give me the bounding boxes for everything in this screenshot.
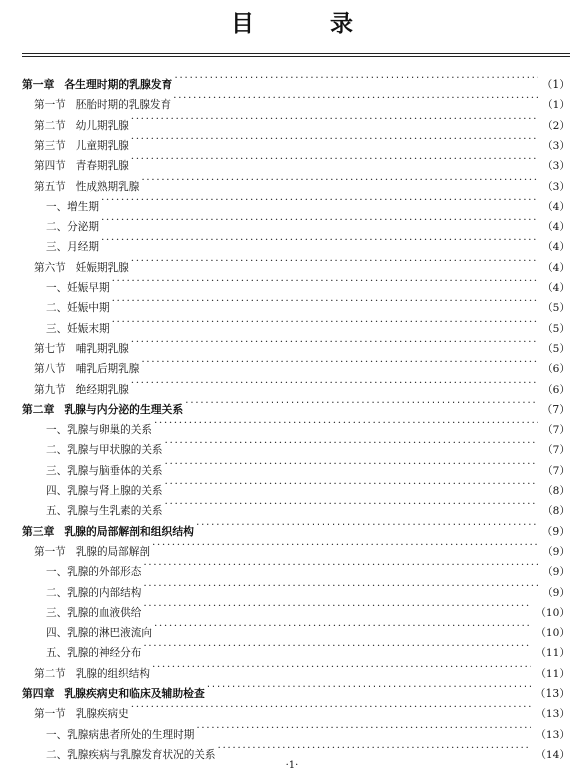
toc-section-row [34, 170, 570, 193]
toc-page-number: （5） [542, 302, 570, 315]
toc-entry-title: 乳腺疾病史和临床及辅助检查 [64, 687, 205, 700]
toc-page-number: （10） [535, 606, 570, 619]
toc-dot-leader [196, 515, 538, 535]
toc-entry-number: 第三节 [34, 139, 66, 152]
toc-page-number: （4） [542, 241, 570, 254]
toc-entry-title: 三、乳腺的血液供给 [46, 606, 142, 619]
toc-page-number: （9） [542, 545, 570, 558]
toc-entry-title: 二、乳腺的内部结构 [46, 586, 142, 599]
page-title: 目 录 [230, 10, 387, 37]
toc-entry-title: 乳腺的局部解剖 [75, 545, 150, 558]
toc-entry-title: 三、月经期 [46, 241, 99, 254]
toc-entry-title: 五、乳腺的神经分布 [46, 647, 142, 660]
toc-page-number: （11） [535, 647, 570, 660]
toc-section-row [34, 352, 570, 376]
toc-subsection-row [46, 718, 570, 741]
toc-section-row [34, 657, 570, 680]
toc-entry-title: 青春期乳腺 [75, 160, 129, 173]
toc-entry-number: 第二章 [22, 402, 55, 416]
toc-page-number: （7） [541, 402, 570, 416]
toc-entry-title: 一、乳腺的外部形态 [46, 566, 142, 579]
toc-dot-leader [143, 576, 538, 596]
page-number: ·1· [285, 760, 299, 771]
toc-entry-number: 第九节 [34, 383, 66, 396]
toc-dot-leader [112, 312, 539, 332]
toc-subsection-row [46, 738, 570, 761]
toc-subsection-row [46, 433, 570, 457]
toc-dot-leader [165, 494, 539, 514]
toc-entry-number: 第一节 [34, 708, 66, 721]
toc-entry-title: 哺乳期乳腺 [75, 342, 129, 355]
toc-page-number: （5） [542, 322, 570, 335]
toc-dot-leader [196, 718, 531, 738]
toc-page-number: （9） [542, 566, 570, 579]
toc-section-row [34, 535, 570, 558]
toc-entry-title: 乳腺的局部解剖和组织结构 [64, 524, 194, 538]
toc-page-number: （6） [542, 363, 570, 376]
toc-dot-leader [154, 616, 531, 636]
top-rule [22, 53, 570, 54]
toc-page-number: （13） [534, 687, 570, 700]
toc-entry-number: 第一章 [22, 78, 55, 91]
toc-entry-title: 三、妊娠末期 [46, 322, 110, 335]
toc-entry-title: 胚胎时期的乳腺发育 [75, 99, 172, 112]
toc-entry-title: 乳腺与内分泌的生理关系 [64, 402, 184, 416]
toc-dot-leader [165, 433, 539, 453]
toc-entry-title: 二、分泌期 [46, 221, 99, 234]
toc-dot-leader [131, 129, 538, 149]
toc-page-number: （13） [535, 728, 570, 741]
toc-entry-title: 妊娠期乳腺 [75, 261, 129, 274]
toc-subsection-row [46, 474, 570, 497]
toc-dot-leader [131, 251, 538, 271]
toc-entry-number: 第六节 [34, 261, 66, 274]
toc-dot-leader [131, 109, 538, 129]
toc-subsection-row [46, 413, 570, 437]
toc-dot-leader [143, 636, 531, 656]
toc-dot-leader [112, 291, 539, 311]
toc-dot-leader [141, 170, 538, 190]
toc-section-row [34, 88, 570, 112]
toc-entry-title: 乳腺疾病史 [75, 708, 129, 721]
toc-subsection-row [46, 291, 570, 315]
toc-page-number: （9） [541, 524, 570, 538]
toc-section-row [34, 373, 570, 396]
toc-chapter-row [22, 515, 570, 538]
toc-chapter-row [22, 68, 570, 91]
toc-entry-title: 四、乳腺与肾上腺的关系 [46, 485, 163, 497]
toc-dot-leader [131, 332, 538, 352]
toc-page-number: （7） [542, 444, 570, 457]
toc-dot-leader [143, 596, 531, 616]
toc-page-number: （8） [542, 485, 570, 497]
toc-page-number: （14） [535, 748, 570, 761]
toc-dot-leader [218, 738, 532, 758]
toc-entry-title: 二、乳腺与甲状腺的关系 [46, 444, 163, 457]
toc-subsection-row [46, 454, 570, 477]
toc-entry-title: 四、乳腺的淋巴液流向 [46, 627, 152, 640]
toc-page-number: （1） [542, 99, 570, 112]
toc-entry-title: 性成熟期乳腺 [75, 180, 140, 193]
toc-section-row [34, 129, 570, 152]
toc-dot-leader [131, 697, 532, 717]
toc-dot-leader [174, 68, 537, 88]
toc-entry-number: 第二节 [34, 119, 66, 132]
toc-dot-leader [112, 271, 539, 291]
toc-dot-leader [152, 657, 531, 677]
top-rule-2 [22, 56, 570, 57]
toc-page-number: （8） [542, 505, 570, 518]
toc-page-number: （11） [535, 667, 570, 680]
toc-page-number: （4） [542, 221, 570, 234]
toc-dot-leader [154, 413, 538, 433]
toc-entry-title: 幼儿期乳腺 [75, 119, 129, 132]
toc-page-number: （3） [542, 160, 570, 173]
toc-subsection-row [46, 230, 570, 254]
toc-section-row [34, 697, 570, 721]
toc-chapter-row [22, 393, 570, 416]
toc-subsection-row [46, 555, 570, 579]
toc-chapter-row [22, 677, 570, 700]
toc-page-number: （10） [535, 627, 570, 640]
toc-section-row [34, 332, 570, 355]
toc-section-row [34, 109, 570, 132]
toc-dot-leader [143, 555, 538, 575]
toc-entry-title: 哺乳后期乳腺 [75, 363, 140, 376]
toc-page-number: （4） [542, 200, 570, 213]
toc-dot-leader [173, 88, 538, 108]
toc-page-number: （7） [542, 424, 570, 437]
toc-subsection-row [46, 190, 570, 213]
toc-page-number: （13） [535, 708, 570, 721]
toc-entry-number: 第二节 [34, 667, 66, 680]
toc-page-number: （6） [542, 383, 570, 396]
toc-subsection-row [46, 576, 570, 599]
toc-entry-title: 一、增生期 [46, 200, 99, 213]
toc-subsection-row [46, 494, 570, 518]
toc-entry-number: 第四章 [22, 687, 55, 700]
toc-page-number: （1） [541, 78, 570, 91]
toc-dot-leader [101, 210, 538, 230]
toc-entry-title: 三、乳腺与脑垂体的关系 [46, 464, 163, 477]
toc-page-number: （4） [542, 261, 570, 274]
toc-section-row [34, 149, 570, 173]
toc-entry-title: 一、妊娠早期 [46, 282, 110, 294]
toc-entry-number: 第五节 [34, 180, 66, 193]
toc-section-row [34, 251, 570, 274]
toc-page-number: （9） [542, 586, 570, 599]
toc-dot-leader [152, 535, 538, 555]
toc-dot-leader [207, 677, 531, 697]
toc-entry-title: 儿童期乳腺 [75, 139, 129, 152]
toc-page-number: （2） [542, 119, 570, 132]
toc-entry-number: 第一节 [34, 99, 66, 112]
toc-subsection-row [46, 312, 570, 335]
toc-entry-title: 二、乳腺疾病与乳腺发育状况的关系 [46, 748, 216, 761]
toc-dot-leader [101, 190, 538, 210]
toc-subsection-row [46, 596, 570, 619]
toc-entry-title: 各生理时期的乳腺发育 [64, 78, 173, 91]
toc-entry-number: 第三章 [22, 524, 55, 538]
toc-dot-leader [131, 373, 538, 393]
toc-subsection-row [46, 271, 570, 294]
toc-dot-leader [185, 393, 537, 413]
toc-page-number: （5） [542, 342, 570, 355]
toc-dot-leader [101, 230, 538, 250]
toc-entry-title: 乳腺的组织结构 [75, 667, 150, 680]
toc-entry-title: 绝经期乳腺 [75, 383, 129, 396]
toc-entry-title: 一、乳腺与卵巢的关系 [46, 424, 152, 437]
toc-dot-leader [165, 474, 539, 494]
toc-entry-number: 第八节 [34, 363, 66, 376]
toc-entry-title: 五、乳腺与生乳素的关系 [46, 505, 163, 518]
toc-page-number: （3） [542, 180, 570, 193]
toc-entry-title: 一、乳腺病患者所处的生理时期 [46, 728, 195, 741]
toc-entry-number: 第四节 [34, 160, 66, 173]
toc-dot-leader [131, 149, 538, 169]
toc-dot-leader [165, 454, 539, 474]
toc-page-number: （4） [542, 282, 570, 294]
toc-entry-number: 第一节 [34, 545, 66, 558]
toc-entry-number: 第七节 [34, 342, 66, 355]
toc-page-number: （7） [542, 464, 570, 477]
toc-entry-title: 二、妊娠中期 [46, 302, 110, 315]
toc-subsection-row [46, 636, 570, 660]
toc-subsection-row [46, 616, 570, 640]
toc-dot-leader [141, 352, 538, 372]
toc-subsection-row [46, 210, 570, 234]
toc-page-number: （3） [542, 139, 570, 152]
